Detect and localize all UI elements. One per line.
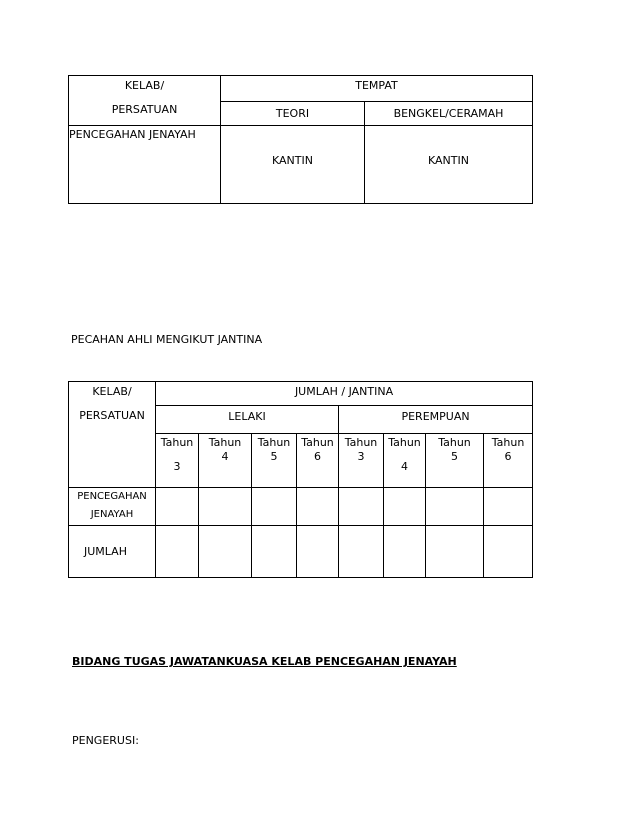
- year-cell: [199, 434, 252, 488]
- year-cell: [297, 434, 339, 488]
- persatuan-label: PERSATUAN: [111, 103, 178, 116]
- year-number: 4: [221, 450, 229, 463]
- teori-header: TEORI: [221, 102, 365, 126]
- year-number: 5: [451, 450, 458, 463]
- data-cell: [156, 488, 199, 526]
- data-cell: [156, 526, 199, 578]
- kelab-label: KELAB/: [92, 385, 132, 398]
- data-cell: [297, 488, 339, 526]
- year-word: Tahun: [438, 436, 471, 449]
- data-cell: [252, 526, 297, 578]
- year-number: 3: [173, 460, 181, 473]
- year-word: Tahun: [301, 436, 334, 449]
- bengkel-header: BENGKEL/CERAMAH: [365, 102, 533, 126]
- year-cell: [426, 434, 484, 488]
- perempuan-header: PEREMPUAN: [339, 406, 533, 434]
- year-word: Tahun: [160, 436, 194, 449]
- data-cell: [384, 488, 426, 526]
- year-word: Tahun: [388, 436, 421, 449]
- year-number: 6: [314, 450, 321, 463]
- row-label-pencegahan: [69, 488, 156, 526]
- row-label-pencegahan: PENCEGAHAN JENAYAH: [69, 126, 221, 204]
- data-cell: [384, 526, 426, 578]
- row-label-line1: PENCEGAHAN: [77, 491, 147, 502]
- data-cell: [297, 526, 339, 578]
- year-number: 6: [504, 450, 512, 463]
- year-cell: [156, 434, 199, 488]
- tempat-header: TEMPAT: [221, 76, 533, 102]
- year-word: Tahun: [491, 436, 525, 449]
- lelaki-header: LELAKI: [156, 406, 339, 434]
- data-cell: [426, 526, 484, 578]
- kelab-header-cell: [69, 76, 221, 126]
- data-cell: [199, 488, 252, 526]
- data-cell: [199, 526, 252, 578]
- year-cell: [384, 434, 426, 488]
- kelab-label: KELAB/: [124, 79, 165, 92]
- row-label-line2: JENAYAH: [90, 509, 134, 520]
- year-number: 5: [270, 450, 278, 463]
- year-cell: [484, 434, 533, 488]
- venue-table: [68, 75, 533, 204]
- membership-table: [68, 381, 533, 578]
- committee-duties-heading: BIDANG TUGAS JAWATANKUASA KELAB PENCEGAHAN JENAYAH: [72, 655, 457, 668]
- year-cell: [339, 434, 384, 488]
- year-number: 4: [401, 460, 408, 473]
- row-label-jumlah: JUMLAH: [69, 526, 156, 578]
- data-cell: [484, 526, 533, 578]
- year-word: Tahun: [344, 436, 378, 449]
- year-word: Tahun: [208, 436, 242, 449]
- data-cell: [339, 488, 384, 526]
- teori-value: KANTIN: [221, 126, 365, 204]
- data-cell: [426, 488, 484, 526]
- year-cell: [252, 434, 297, 488]
- bengkel-value: KANTIN: [365, 126, 533, 204]
- pengerusi-label: PENGERUSI:: [72, 734, 139, 747]
- kelab-header-cell: [69, 382, 156, 488]
- data-cell: [484, 488, 533, 526]
- data-cell: [339, 526, 384, 578]
- data-cell: [252, 488, 297, 526]
- year-word: Tahun: [257, 436, 291, 449]
- jumlah-jantina-header: JUMLAH / JANTINA: [156, 382, 533, 406]
- persatuan-label: PERSATUAN: [79, 409, 145, 422]
- year-number: 3: [357, 450, 365, 463]
- section-title: PECAHAN AHLI MENGIKUT JANTINA: [71, 333, 263, 346]
